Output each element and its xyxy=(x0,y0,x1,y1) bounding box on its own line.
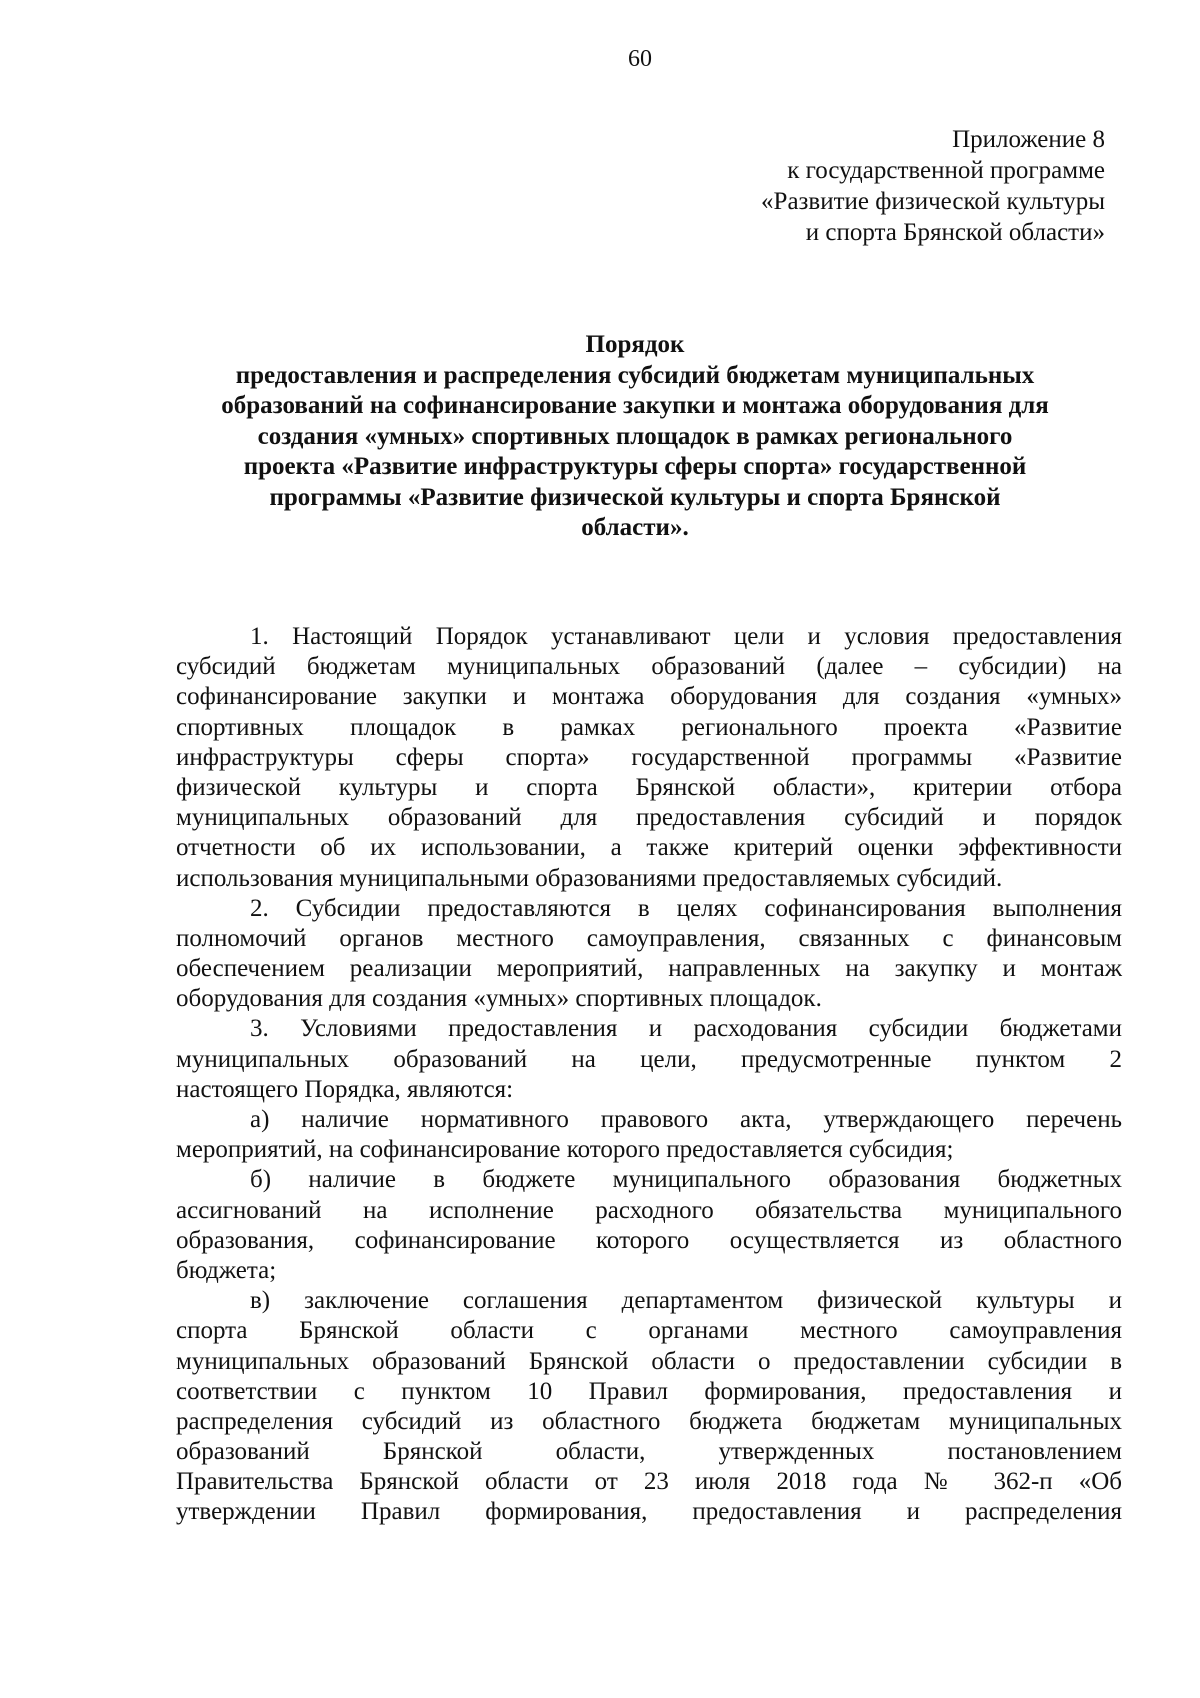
body-line: ассигнований на исполнение расходного обязательства муниципального xyxy=(176,1196,1122,1224)
appendix-line: Приложение 8 xyxy=(952,126,1105,153)
body-line: утверждении Правил формирования, предоставления и распределения xyxy=(176,1498,1122,1526)
appendix-header xyxy=(761,124,1105,248)
title-line: создания «умных» спортивных площадок в рамках регионального xyxy=(257,422,1013,450)
body-line: 2. Субсидии предоставляются в целях софинансирования выполнения xyxy=(250,894,1122,922)
body-line: б) наличие в бюджете муниципального образования бюджетных xyxy=(250,1166,1122,1194)
body-line: оборудования для создания «умных» спортивных площадок. xyxy=(176,985,822,1013)
body-line: 3. Условиями предоставления и расходования субсидии бюджетами xyxy=(250,1015,1122,1043)
body-line: обеспечением реализации мероприятий, направленных на закупку и монтаж xyxy=(176,955,1122,983)
title-line: образований на софинансирование закупки и монтажа оборудования для xyxy=(221,392,1049,419)
body-text xyxy=(176,622,1122,1528)
page-number: 60 xyxy=(628,46,652,72)
title-line: области». xyxy=(581,514,689,541)
body-line: настоящего Порядка, являются: xyxy=(176,1075,514,1103)
body-line: образования, софинансирование которого осуществляется из областного xyxy=(176,1226,1122,1254)
body-line: а) наличие нормативного правового акта, утверждающего перечень xyxy=(250,1106,1122,1133)
title-line: программы «Развитие физической культуры и спорта Брянской xyxy=(269,483,1001,511)
body-line: софинансирование закупки и монтажа оборудования для создания «умных» xyxy=(176,683,1122,711)
body-line: бюджета; xyxy=(176,1256,277,1284)
body-line: спортивных площадок в рамках регионального проекта «Развитие xyxy=(176,713,1122,741)
body-line: муниципальных образований на цели, предусмотренные пунктом 2 xyxy=(176,1045,1122,1073)
document-title xyxy=(160,330,1110,544)
body-line: физической культуры и спорта Брянской области», критерии отбора xyxy=(176,773,1122,801)
body-line: полномочий органов местного самоуправления, связанных с финансовым xyxy=(176,924,1122,952)
body-line: муниципальных образований для предоставления субсидий и порядок xyxy=(176,804,1122,832)
title-line: предоставления и распределения субсидий бюджетам муниципальных xyxy=(235,361,1035,389)
body-line: спорта Брянской области с органами местного самоуправления xyxy=(176,1317,1122,1345)
body-line: 1. Настоящий Порядок устанавливают цели и условия предоставления xyxy=(250,623,1122,650)
body-line: в) заключение соглашения департаментом физической культуры и xyxy=(250,1287,1122,1315)
body-line: распределения субсидий из областного бюджета бюджетам муниципальных xyxy=(176,1407,1122,1435)
body-line: Правительства Брянской области от 23 июля 2018 года № 362-п «Об xyxy=(176,1468,1122,1496)
appendix-line: и спорта Брянской области» xyxy=(805,219,1105,246)
appendix-line: «Развитие физической культуры xyxy=(761,188,1105,215)
body-line: мероприятий, на софинансирование которого предоставляется субсидия; xyxy=(176,1136,954,1164)
body-line: соответствии с пунктом 10 Правил формирования, предоставления и xyxy=(176,1377,1122,1405)
body-line: муниципальных образований Брянской области о предоставлении субсидии в xyxy=(176,1347,1122,1375)
body-line: субсидий бюджетам муниципальных образований (далее – субсидии) на xyxy=(176,653,1122,681)
body-line: инфраструктуры сферы спорта» государственной программы «Развитие xyxy=(176,743,1122,771)
body-line: использования муниципальными образованиями предоставляемых субсидий. xyxy=(176,864,1003,892)
appendix-line: к государственной программе xyxy=(787,157,1105,184)
title-line: проекта «Развитие инфраструктуры сферы спорта» государственной xyxy=(243,453,1027,480)
body-line: образований Брянской области, утвержденных постановлением xyxy=(176,1438,1122,1466)
title-heading: Порядок xyxy=(585,331,685,358)
body-line: отчетности об их использовании, а также критерий оценки эффективности xyxy=(176,834,1122,862)
